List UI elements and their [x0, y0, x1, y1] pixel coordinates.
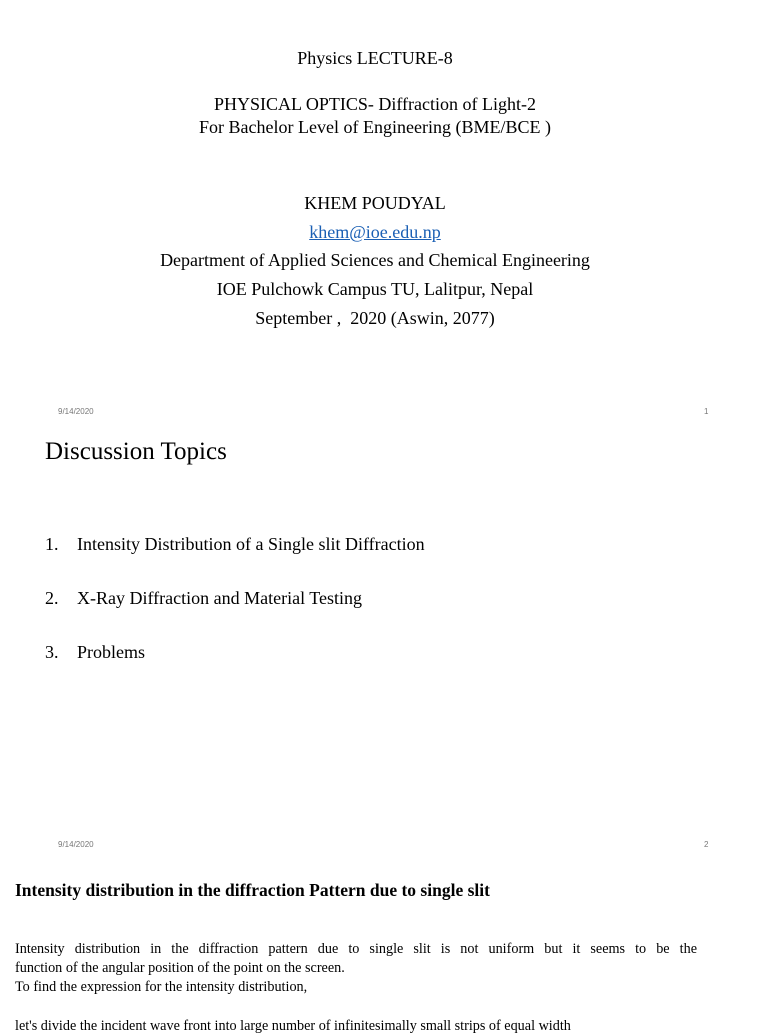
- page-number: 2: [704, 840, 709, 849]
- topic-item: [45, 641, 145, 663]
- date: September , 2020 (Aswin, 2077): [255, 308, 495, 328]
- lecture-subtitle: For Bachelor Level of Engineering (BME/BCE ): [199, 117, 551, 137]
- paragraph-line: Intensity distribution in the diffraction pattern due to single slit is not uniform but it seems to be the: [15, 941, 697, 957]
- author-name: KHEM POUDYAL: [304, 193, 446, 213]
- lecture-title: PHYSICAL OPTICS- Diffraction of Light-2: [214, 94, 536, 114]
- email-row: [0, 221, 750, 243]
- topic-text: X-Ray Diffraction and Material Testing: [77, 588, 362, 608]
- topic-item: [45, 533, 425, 555]
- topic-number: 2.: [45, 588, 59, 608]
- course-title: Physics LECTURE-8: [297, 48, 453, 68]
- section-heading: Intensity distribution in the diffraction Pattern due to single slit: [15, 880, 490, 900]
- paragraph-line-cut: let's divide the incident wave front into large number of infinitesimally small strips of equal width: [15, 1018, 571, 1034]
- footer-date: 9/14/2020: [58, 407, 94, 416]
- topic-number: 1.: [45, 534, 59, 554]
- footer-date: 9/14/2020: [58, 840, 94, 849]
- department: Department of Applied Sciences and Chemical Engineering: [160, 250, 590, 270]
- paragraph-line: function of the angular position of the point on the screen.: [15, 960, 345, 976]
- paragraph-line: To find the expression for the intensity distribution,: [15, 979, 308, 995]
- email-link[interactable]: khem@ioe.edu.np: [309, 222, 441, 242]
- page-number: 1: [704, 407, 709, 416]
- topic-text: Intensity Distribution of a Single slit Diffraction: [77, 534, 425, 554]
- topic-item: [45, 587, 362, 609]
- topic-number: 3.: [45, 642, 59, 662]
- slide-heading: Discussion Topics: [45, 438, 227, 465]
- campus: IOE Pulchowk Campus TU, Lalitpur, Nepal: [216, 279, 534, 299]
- topic-text: Problems: [77, 642, 146, 662]
